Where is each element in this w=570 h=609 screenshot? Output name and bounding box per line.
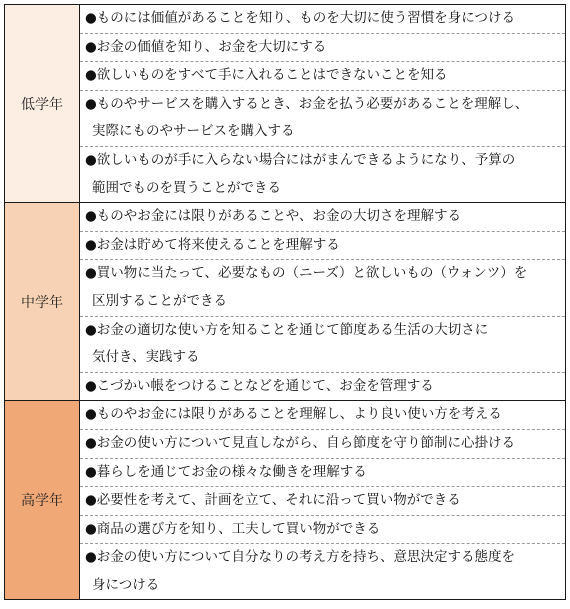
goal-text-continued: 実際にものやサービスを購入する xyxy=(92,123,295,140)
goal-text: ●こづかい帳をつけることなどを通じて、お金を管理する xyxy=(85,377,434,394)
goal-text: ●商品の選び方を知り、工夫して買い物ができる xyxy=(85,520,381,537)
goal-text: ●買い物に当たって、必要なもの（ニーズ）と欲しいもの（ウォンツ）を xyxy=(85,265,528,282)
goal-text: ●欲しいものをすべて手に入れることはできないことを知る xyxy=(85,67,448,84)
goal-text: ●お金の適切な使い方を知ることを通じて節度ある生活の大切さに xyxy=(85,321,489,338)
goal-item xyxy=(80,373,565,401)
goal-text: ●暮らしを通じてお金の様々な働きを理解する xyxy=(85,463,367,480)
goal-item xyxy=(80,487,565,516)
grade-label-middle: 中学年 xyxy=(5,203,80,401)
goal-item xyxy=(80,203,565,232)
goal-list-lower xyxy=(80,5,566,203)
goal-item xyxy=(80,430,565,459)
money-education-goals-table xyxy=(4,4,566,600)
goal-text: ●ものやお金には限りがあることや、お金の大切さを理解する xyxy=(85,208,462,225)
goal-list-upper xyxy=(80,401,566,600)
goal-item xyxy=(80,91,565,147)
goal-text-continued: 気付き、実践する xyxy=(92,349,200,366)
goal-item xyxy=(80,317,565,373)
goal-text: ●ものやお金には限りがあることを理解し、より良い使い方を考える xyxy=(85,406,502,423)
goal-text: ●ものやサービスを購入するとき、お金を払う必要があることを理解し、 xyxy=(85,95,529,112)
goal-item xyxy=(80,459,565,488)
goal-text-continued: 身につける xyxy=(92,576,160,593)
goal-text: ●お金の使い方について見直しながら、自ら節度を守り節制に心掛ける xyxy=(85,434,516,451)
grade-row-middle xyxy=(5,203,566,401)
goal-text-continued: 区別することができる xyxy=(92,292,227,309)
goal-text: ●お金は貯めて将来使えることを理解する xyxy=(85,236,340,253)
goal-item xyxy=(80,5,565,34)
goal-item xyxy=(80,544,565,599)
goal-text: ●お金の価値を知り、お金を大切にする xyxy=(85,38,327,55)
goal-text-continued: 範囲でものを買うことができる xyxy=(92,179,281,196)
goal-item xyxy=(80,260,565,316)
grade-row-upper xyxy=(5,401,566,600)
goal-text: ●お金の使い方について自分なりの考え方を持ち、意思決定する態度を xyxy=(85,549,516,566)
goal-text: ●ものには価値があることを知り、ものを大切に使う習慣を身につける xyxy=(85,10,516,26)
goal-item xyxy=(80,232,565,261)
goal-item xyxy=(80,516,565,545)
grade-label-lower: 低学年 xyxy=(5,5,80,203)
goal-item xyxy=(80,62,565,91)
goal-text: ●必要性を考えて、計画を立て、それに沿って買い物ができる xyxy=(85,492,461,509)
goal-item xyxy=(80,34,565,63)
grade-label-upper: 高学年 xyxy=(5,401,80,600)
goal-text: ●欲しいものが手に入らない場合にはがまんできるようになり、予算の xyxy=(85,151,516,168)
goal-item xyxy=(80,401,565,430)
goal-list-middle xyxy=(80,203,566,401)
goal-item xyxy=(80,147,565,202)
grade-row-lower xyxy=(5,5,566,203)
